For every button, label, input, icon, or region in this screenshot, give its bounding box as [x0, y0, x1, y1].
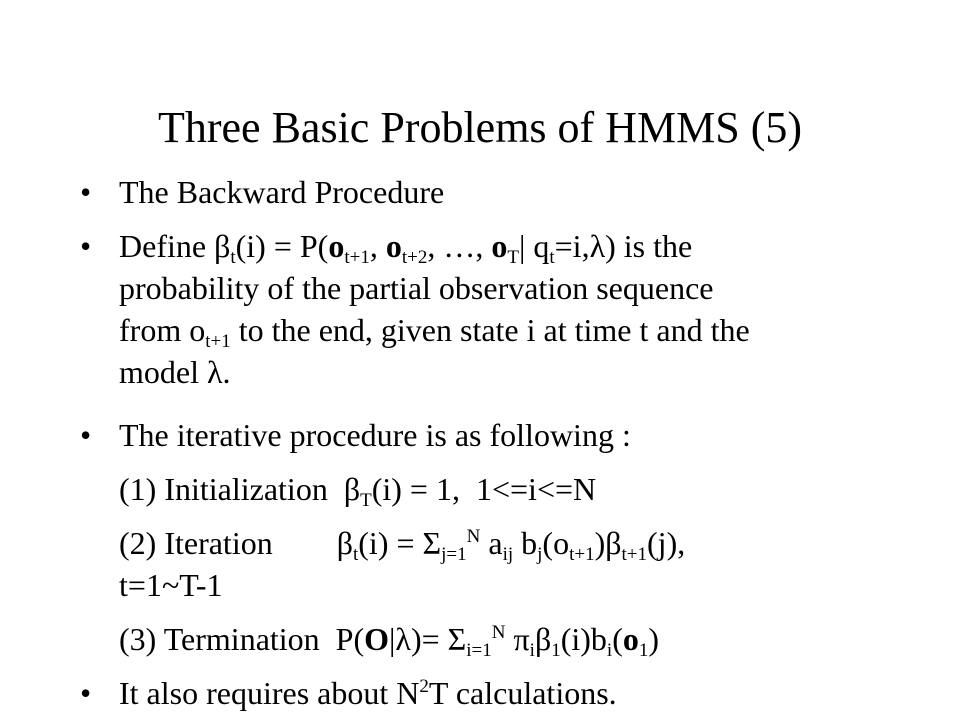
definition-line-1: Define $\beta_t(i) = P(o_{t+1}$, $o_{t+2}$, …, $o_T|$ $q_t=i,\lambda$) is the — [119, 228, 693, 268]
bullet-dot: • — [80, 417, 92, 453]
bullet-dot: • — [80, 228, 92, 264]
definition-line-4: model λ. — [119, 354, 231, 390]
definition-line-2: probability of the partial observation sequence — [119, 270, 714, 306]
bullet-dot: • — [80, 174, 92, 210]
bullet-backward-procedure: The Backward Procedure — [119, 174, 445, 210]
slide-title: Three Basic Problems of HMMS (5) — [157, 103, 802, 152]
step-initialization: (1) Initialization $\beta_T(i) = 1$, 1<=i<=N — [119, 471, 597, 511]
definition-line-3: from $o_{t+1}$ to the end, given state i at time t and the — [119, 312, 750, 352]
step-iteration: (2) Iteration $\beta_t(i) = \Sigma_{j=1}^N$ $a_{ij}$ $b_j(o_{t+1})\beta_{t+1}(j)$, — [119, 525, 686, 565]
bullet-calculations: It also requires about $N^2T$ calculations. — [119, 675, 617, 711]
step-termination: (3) Termination $P(O|\lambda)= \Sigma_{i=1}^N$ $\pi_i\beta_1(i)b_i(o_1)$ — [119, 621, 660, 661]
step-iteration-range: t=1~T-1 — [119, 567, 223, 603]
bullet-iterative-procedure: The iterative procedure is as following : — [119, 417, 631, 453]
bullet-dot: • — [80, 675, 92, 711]
